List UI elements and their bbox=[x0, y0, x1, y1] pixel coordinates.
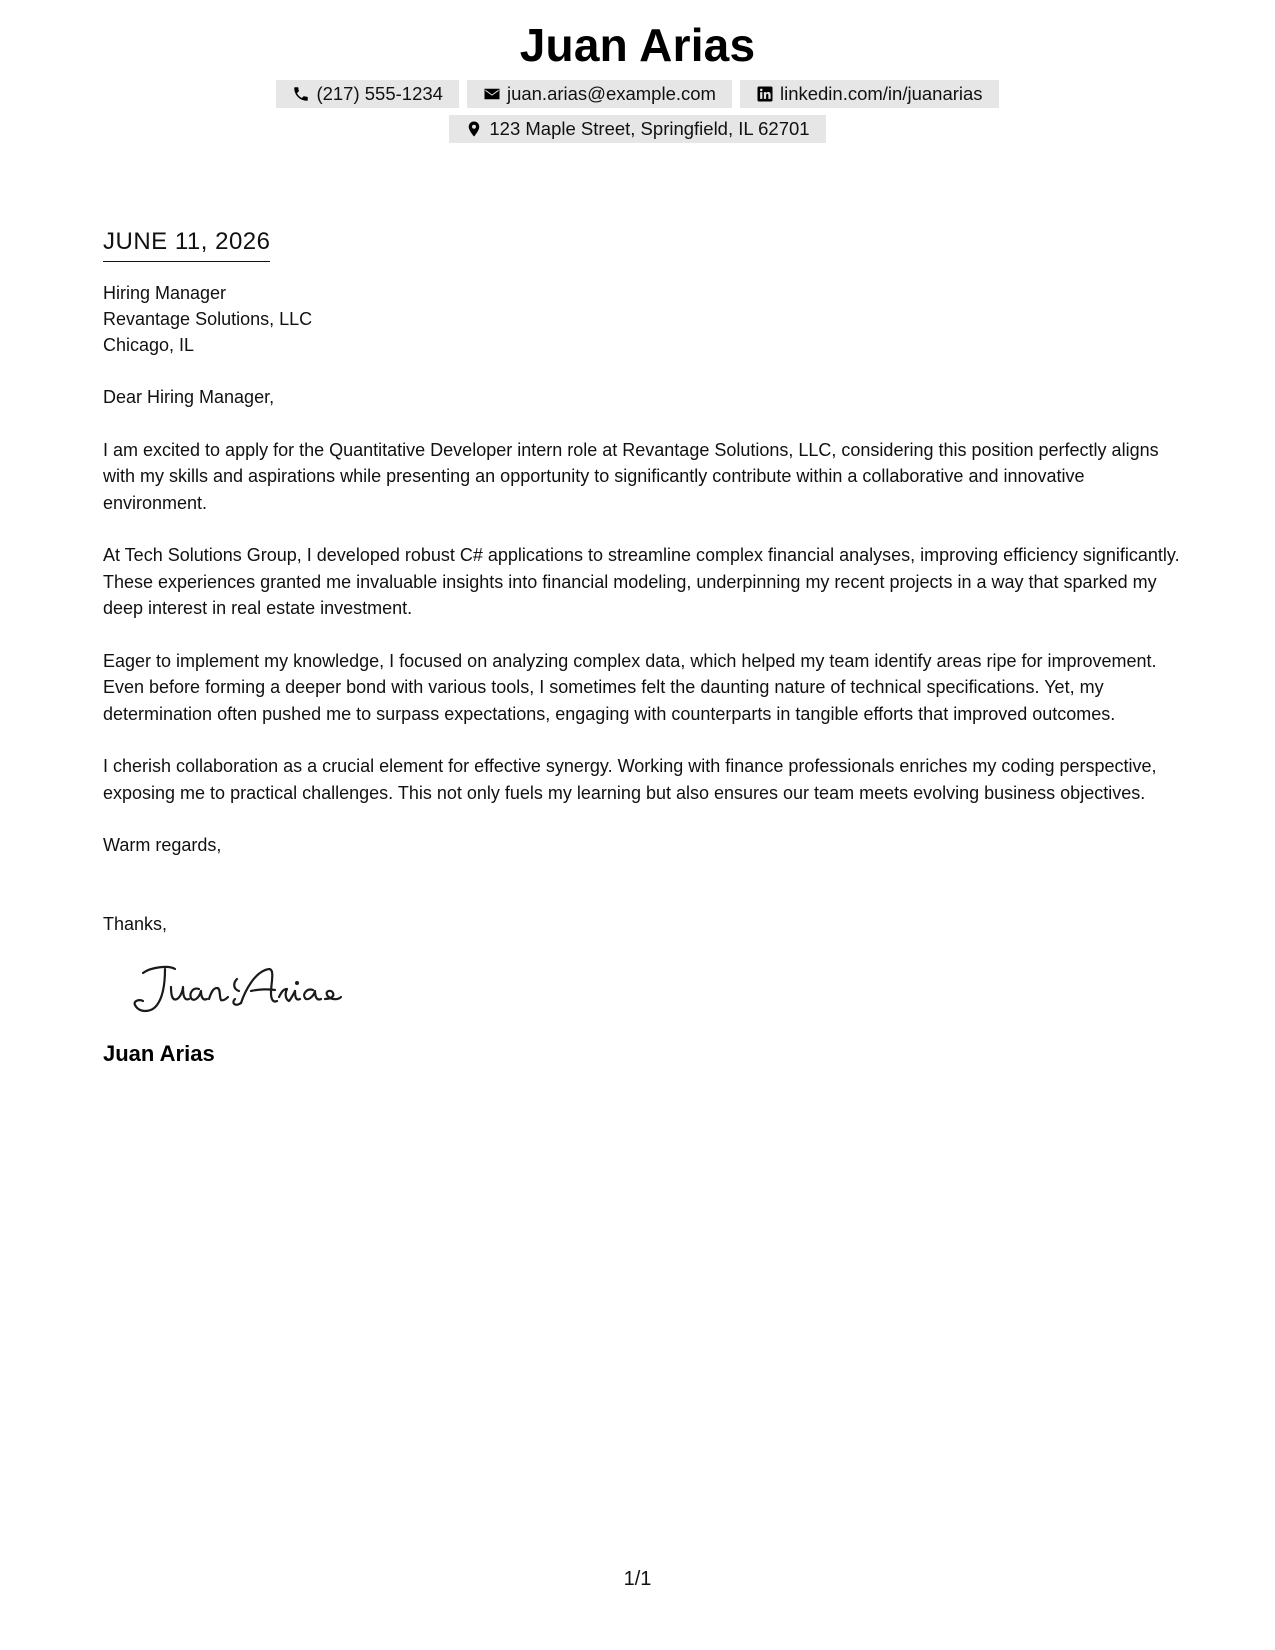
email-chip bbox=[467, 80, 732, 108]
phone-icon bbox=[292, 85, 310, 103]
recipient-location: Chicago, IL bbox=[103, 335, 195, 355]
linkedin-icon bbox=[756, 85, 774, 103]
recipient-title: Hiring Manager bbox=[103, 283, 227, 303]
letter-body bbox=[103, 226, 1183, 1068]
phone-chip bbox=[276, 80, 459, 108]
linkedin-chip bbox=[740, 80, 999, 108]
recipient-company: Revantage Solutions, LLC bbox=[103, 309, 313, 329]
body-paragraph: I cherish collaboration as a crucial element for effective synergy. Working with finance professionals enriches my coding perspective, exposing me to practical challenges. This not only fuels my learning but also ensures our team meets evolving business objectives. bbox=[103, 756, 1157, 803]
map-pin-icon bbox=[465, 120, 483, 138]
closing-line: Warm regards, bbox=[103, 835, 222, 855]
page-number: 1/1 bbox=[623, 1568, 652, 1590]
applicant-name-heading: Juan Arias bbox=[519, 19, 756, 71]
phone-text: (217) 555-1234 bbox=[316, 83, 443, 104]
contact-row-secondary bbox=[0, 115, 1275, 143]
email-text: juan.arias@example.com bbox=[506, 83, 716, 104]
address-text: 123 Maple Street, Springfield, IL 62701 bbox=[489, 118, 810, 139]
signer-name: Juan Arias bbox=[103, 1041, 215, 1066]
envelope-icon bbox=[483, 85, 501, 103]
body-paragraph: I am excited to apply for the Quantitative Developer intern role at Revantage Solutions, LLC, considering this position perfectly aligns with my skills and aspirations while presenting an opportunity to significantly contribute within a collaborative and innovative environment. bbox=[103, 439, 1159, 513]
thanks-line: Thanks, bbox=[103, 913, 168, 934]
handwritten-signature bbox=[129, 957, 349, 1021]
letter-date: JUNE 11, 2026 bbox=[103, 226, 270, 262]
recipient-block bbox=[103, 280, 1183, 358]
body-paragraph: At Tech Solutions Group, I developed robust C# applications to streamline complex financial analyses, improving efficiency significantly. These experiences granted me invaluable insights into financial modeling, underpinning my recent projects in a way that sparked my deep interest in real estate investment. bbox=[103, 545, 1180, 618]
linkedin-text: linkedin.com/in/juanarias bbox=[779, 83, 983, 104]
body-paragraph: Eager to implement my knowledge, I focused on analyzing complex data, which helped my team identify areas ripe for improvement. Even before forming a deeper bond with various tools, I sometimes felt the daunting nature of technical specifications. Yet, my determination often pushed me to surpass expectations, engaging with counterparts in tangible efforts that improved outcomes. bbox=[103, 650, 1157, 724]
salutation: Dear Hiring Manager, bbox=[103, 387, 275, 407]
contact-row-primary bbox=[0, 80, 1275, 108]
address-chip bbox=[449, 115, 825, 143]
